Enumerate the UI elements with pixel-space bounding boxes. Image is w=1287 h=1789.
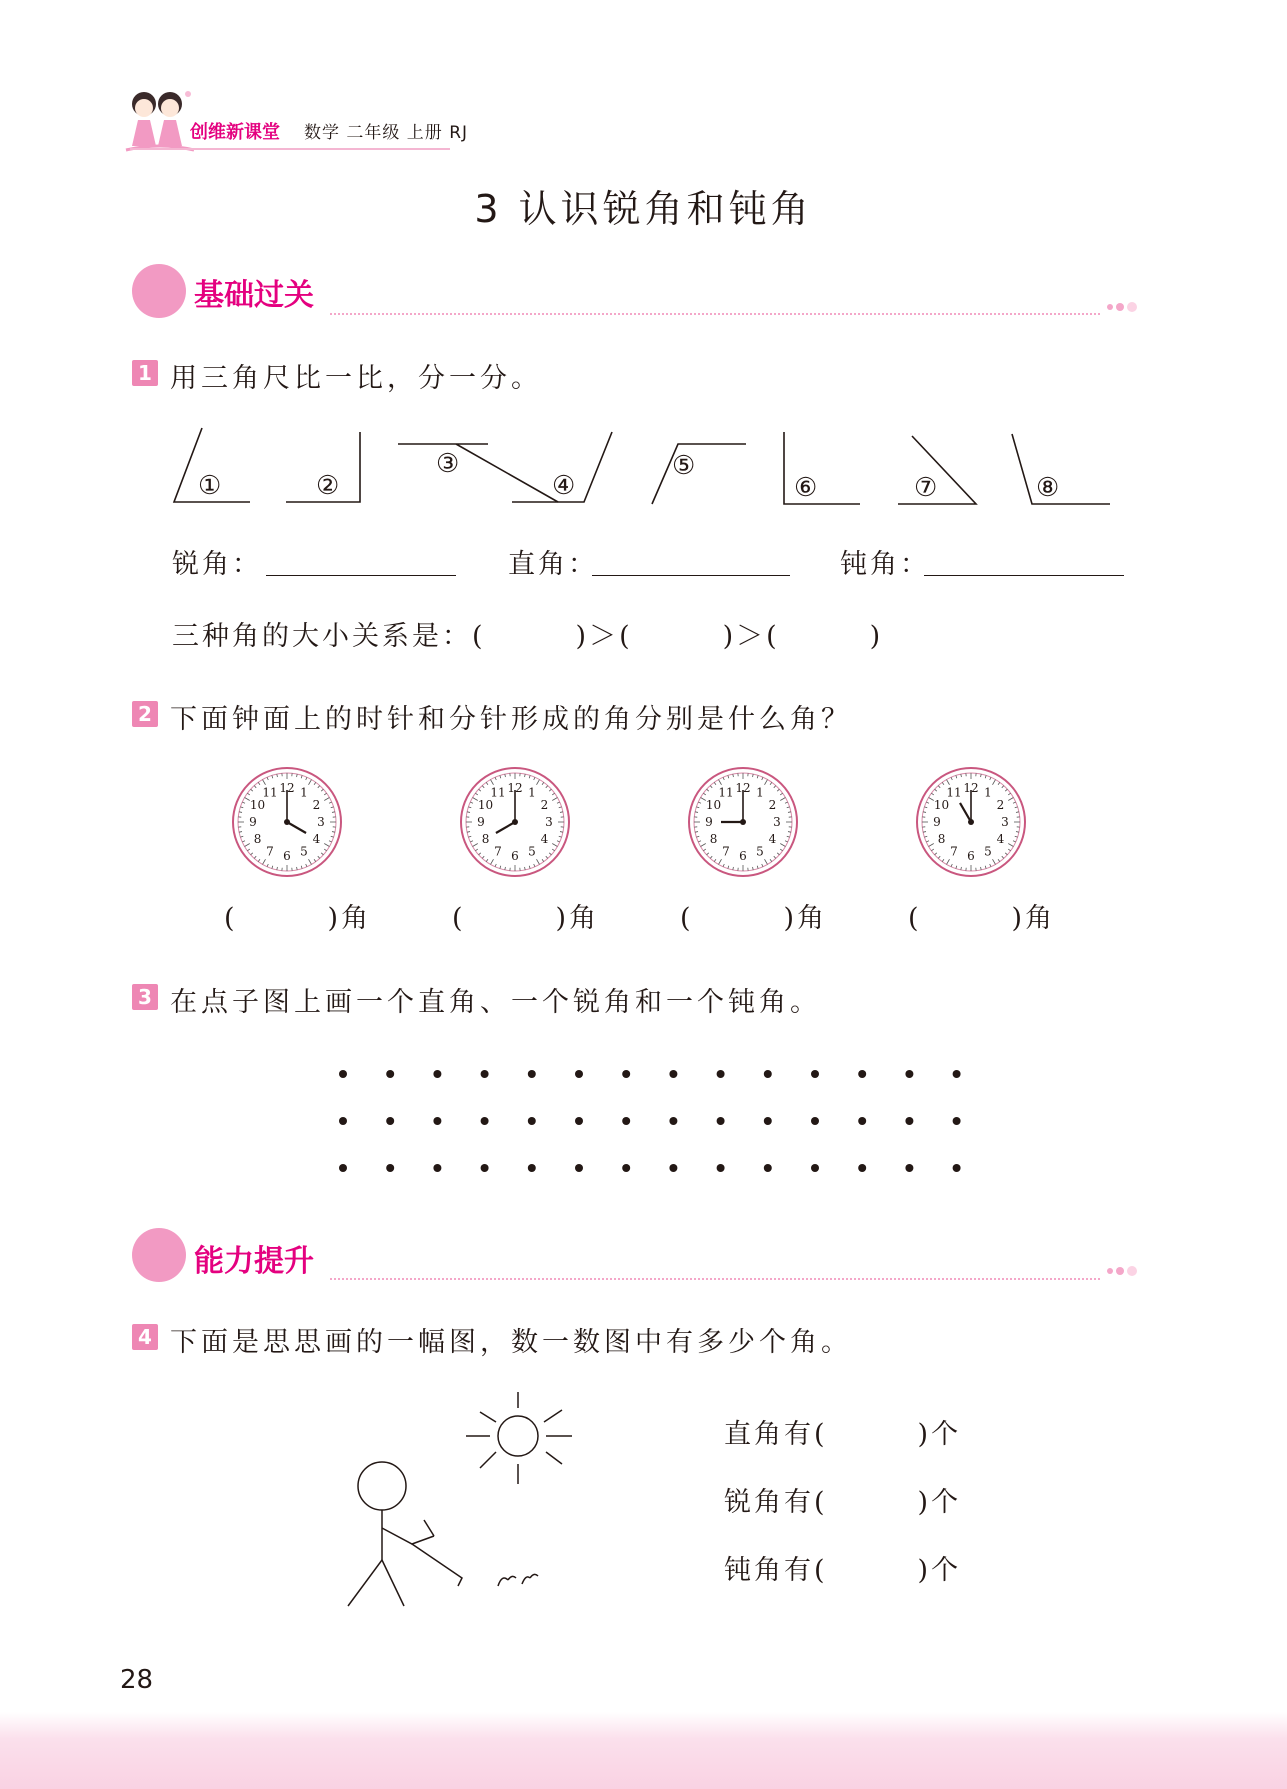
stick-figure-drawing (330, 1380, 600, 1620)
grid-dot (669, 1070, 677, 1078)
grid-dot (481, 1164, 489, 1172)
grid-dot (717, 1117, 725, 1125)
svg-text:8: 8 (937, 832, 946, 846)
angle-label-6: ⑥ (794, 473, 818, 503)
grid-dot (953, 1117, 961, 1125)
obtuse-answer-line[interactable] (924, 575, 1124, 576)
svg-text:5: 5 (528, 844, 536, 859)
grid-dot (528, 1164, 536, 1172)
grid-dot (717, 1164, 725, 1172)
svg-text:7: 7 (950, 844, 958, 859)
clock-face (917, 768, 1025, 876)
svg-text:8: 8 (709, 832, 718, 846)
grid-dot (386, 1164, 394, 1172)
svg-text:4: 4 (312, 832, 321, 846)
brand-name: 创维新课堂 (190, 122, 280, 143)
clock-face (461, 768, 569, 876)
svg-text:6: 6 (283, 849, 291, 863)
clock-face (689, 768, 797, 876)
svg-text:8: 8 (253, 832, 262, 846)
svg-text:1: 1 (756, 785, 764, 800)
angle-label-1: ① (198, 471, 222, 501)
grid-dot (528, 1070, 536, 1078)
clock-answer-4: ( )角 (908, 903, 1056, 934)
grid-dot (622, 1164, 630, 1172)
svg-text:11: 11 (946, 785, 962, 800)
right-angle-count: 直角有( )个 (724, 1419, 962, 1450)
question-prompt: 下面是思思画的一幅图，数一数图中有多少个角。 (170, 1327, 852, 1358)
svg-text:6: 6 (739, 849, 747, 863)
grid-dot (386, 1070, 394, 1078)
svg-text:1: 1 (300, 785, 308, 800)
dot-grid[interactable] (0, 1050, 1287, 1180)
angle-figure-5 (652, 444, 746, 504)
section-divider (330, 1278, 1100, 1280)
grid-dot (858, 1164, 866, 1172)
angle-label-5: ⑤ (672, 451, 696, 481)
grid-dot (717, 1070, 725, 1078)
svg-text:6: 6 (967, 849, 975, 863)
right-answer-line[interactable] (592, 575, 790, 576)
angle-label-4: ④ (552, 471, 576, 501)
grid-dot (858, 1117, 866, 1125)
clock-answer-3: ( )角 (680, 903, 828, 934)
section-title-advanced: 能力提升 (194, 1244, 314, 1279)
grid-dot (669, 1117, 677, 1125)
grid-dot (858, 1070, 866, 1078)
svg-text:4: 4 (768, 832, 777, 846)
svg-text:3: 3 (1001, 815, 1009, 829)
acute-angle-count: 锐角有( )个 (724, 1487, 962, 1518)
svg-text:12: 12 (735, 781, 751, 795)
svg-text:5: 5 (756, 844, 764, 859)
question-number: 2 (132, 701, 158, 727)
angle-label-3: ③ (436, 449, 460, 479)
grid-dot (339, 1070, 347, 1078)
svg-text:7: 7 (722, 844, 730, 859)
svg-text:3: 3 (773, 815, 781, 829)
decoration-dots-icon (1106, 300, 1142, 314)
grid-dot (433, 1164, 441, 1172)
grid-dot (764, 1070, 772, 1078)
angle-figure-8 (1012, 434, 1110, 504)
svg-text:9: 9 (249, 815, 257, 829)
svg-text:3: 3 (545, 815, 553, 829)
svg-text:9: 9 (933, 815, 941, 829)
svg-text:7: 7 (494, 844, 502, 859)
angle-label-2: ② (316, 471, 340, 501)
clock-answer-2: ( )角 (452, 903, 600, 934)
section-title-basic: 基础过关 (194, 278, 314, 313)
svg-text:6: 6 (511, 849, 519, 863)
clock-face (233, 768, 341, 876)
angle-figure-3 (398, 444, 558, 502)
decoration-dots-icon (1106, 1264, 1142, 1278)
right-label: 直角： (508, 549, 598, 580)
angle-figures (160, 420, 1120, 520)
svg-text:5: 5 (300, 844, 308, 859)
section-mascot-icon (132, 1228, 186, 1282)
grid-dot (764, 1117, 772, 1125)
grid-dot (905, 1164, 913, 1172)
svg-text:10: 10 (477, 798, 494, 812)
svg-text:1: 1 (528, 785, 536, 800)
svg-text:2: 2 (996, 798, 1005, 812)
grid-dot (953, 1070, 961, 1078)
grid-dot (575, 1164, 583, 1172)
question-number: 4 (132, 1324, 158, 1350)
svg-text:12: 12 (279, 781, 295, 795)
grid-dot (953, 1164, 961, 1172)
question-number: 3 (132, 984, 158, 1010)
question-prompt: 用三角尺比一比，分一分。 (170, 363, 542, 394)
svg-text:4: 4 (540, 832, 549, 846)
grid-dot (481, 1070, 489, 1078)
svg-text:2: 2 (540, 798, 549, 812)
grid-dot (575, 1070, 583, 1078)
angle-label-8: ⑧ (1036, 473, 1060, 503)
grid-dot (575, 1117, 583, 1125)
grid-dot (339, 1164, 347, 1172)
grid-dot (905, 1070, 913, 1078)
question-prompt: 在点子图上画一个直角、一个锐角和一个钝角。 (170, 987, 821, 1018)
grid-dot (528, 1117, 536, 1125)
grid-dot (811, 1117, 819, 1125)
svg-text:8: 8 (481, 832, 490, 846)
footer-band (0, 1712, 1287, 1789)
header-divider (130, 148, 450, 150)
svg-text:3: 3 (317, 815, 325, 829)
svg-text:1: 1 (984, 785, 992, 800)
svg-text:2: 2 (312, 798, 321, 812)
book-info: 数学 二年级 上册 RJ (304, 123, 469, 143)
page-number: 28 (120, 1665, 154, 1695)
obtuse-label: 钝角： (840, 549, 930, 580)
clock-faces (0, 760, 1287, 890)
section-divider (330, 313, 1100, 315)
size-relation-text: 三种角的大小关系是：( )＞( )＞( ) (172, 621, 884, 652)
question-number: 1 (132, 360, 158, 386)
section-mascot-icon (132, 264, 186, 318)
page-title: 3 认识锐角和钝角 (474, 187, 813, 231)
svg-text:9: 9 (477, 815, 485, 829)
svg-text:10: 10 (705, 798, 722, 812)
obtuse-angle-count: 钝角有( )个 (724, 1555, 962, 1586)
grid-dot (433, 1117, 441, 1125)
svg-text:11: 11 (262, 785, 278, 800)
angle-label-7: ⑦ (914, 473, 938, 503)
svg-text:11: 11 (490, 785, 506, 800)
svg-text:12: 12 (507, 781, 523, 795)
grid-dot (669, 1164, 677, 1172)
svg-text:7: 7 (266, 844, 274, 859)
svg-text:2: 2 (768, 798, 777, 812)
grid-dot (622, 1117, 630, 1125)
svg-text:10: 10 (933, 798, 950, 812)
svg-text:9: 9 (705, 815, 713, 829)
svg-text:10: 10 (249, 798, 266, 812)
svg-text:11: 11 (718, 785, 734, 800)
grid-dot (386, 1117, 394, 1125)
grid-dot (481, 1117, 489, 1125)
grid-dot (433, 1070, 441, 1078)
svg-text:4: 4 (996, 832, 1005, 846)
grid-dot (339, 1117, 347, 1125)
grid-dot (811, 1164, 819, 1172)
grid-dot (764, 1164, 772, 1172)
acute-label: 锐角： (172, 549, 262, 580)
question-prompt: 下面钟面上的时针和分针形成的角分别是什么角？ (170, 704, 852, 735)
svg-text:12: 12 (963, 781, 979, 795)
acute-answer-line[interactable] (266, 575, 456, 576)
clock-answer-1: ( )角 (224, 903, 372, 934)
sun-icon (498, 1416, 538, 1456)
grid-dot (622, 1070, 630, 1078)
svg-text:5: 5 (984, 844, 992, 859)
grid-dot (905, 1117, 913, 1125)
grid-dot (811, 1070, 819, 1078)
